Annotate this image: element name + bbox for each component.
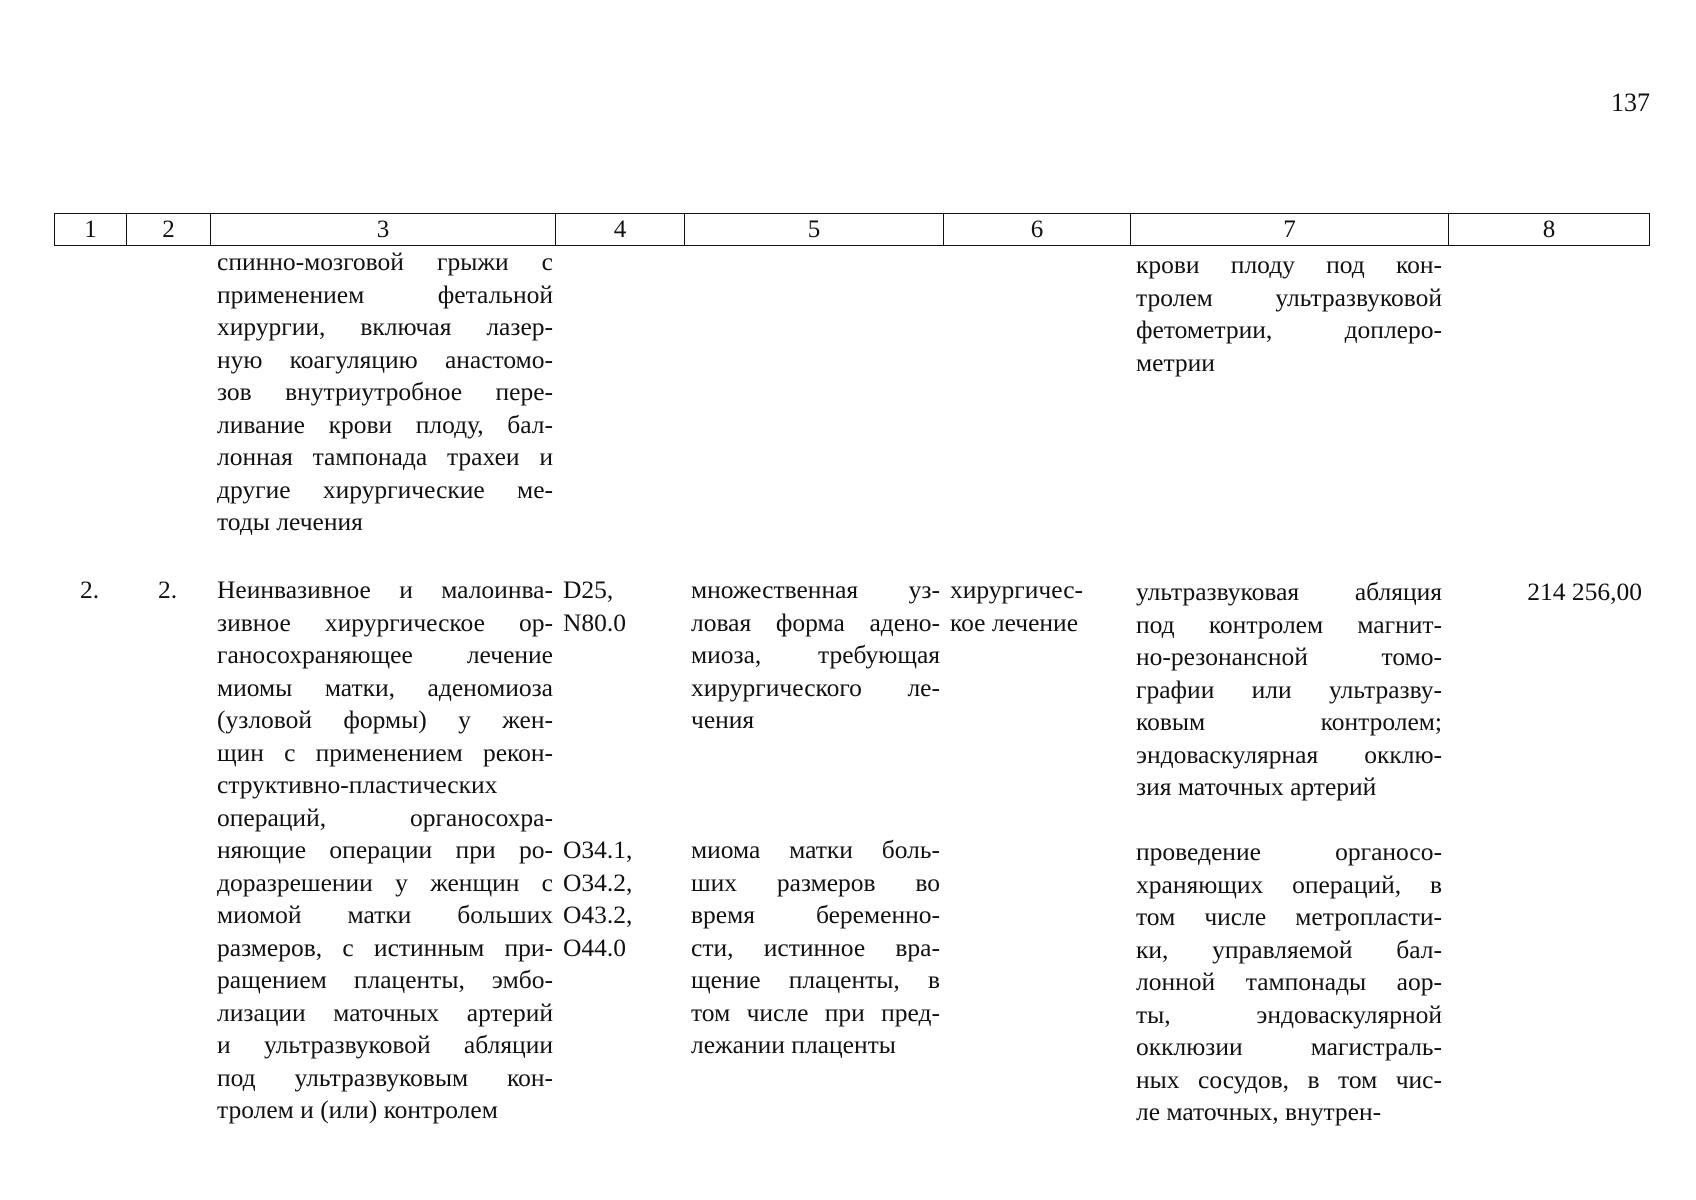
text-line: лонной тампонады аор- <box>1136 967 1442 996</box>
text-line: ты, эндоваскулярной <box>1136 999 1442 1029</box>
text-line: O34.1, <box>563 835 633 864</box>
text-line: том числе метропласти- <box>1136 902 1442 931</box>
text-line: ную коагуляцию анастомо- <box>217 344 553 374</box>
row2-col4-codes-a <box>563 574 626 639</box>
text-line: хирургичес- <box>950 575 1084 604</box>
text-line: миомой матки больших <box>217 900 553 929</box>
text-line: зов внутриутробное пере- <box>217 377 553 406</box>
header-cell-7: 7 <box>1131 214 1449 245</box>
row2-col4-codes-b <box>563 834 632 964</box>
table-header-row <box>54 213 1650 246</box>
header-cell-8: 8 <box>1542 216 1556 243</box>
text-line: щин с применением рекон- <box>217 737 553 767</box>
text-line: O44.0 <box>563 932 627 962</box>
header-cell-3: 3 <box>211 214 556 245</box>
row2-col7-text-b <box>1136 836 1442 1129</box>
text-line: зия маточных артерий <box>1136 772 1377 801</box>
header-cell-4: 4 <box>556 214 685 245</box>
text-line: лежании плаценты <box>691 1030 896 1059</box>
row2-col5-text-a <box>691 574 940 737</box>
text-line: структивно-пластических <box>217 770 498 799</box>
text-line: ле маточных, внутрен- <box>1136 1097 1382 1126</box>
text-line: лонная тампонада трахеи и <box>217 442 553 471</box>
text-line: окклюзии магистраль- <box>1136 1032 1442 1061</box>
text-line: доразрешении у женщин с <box>217 867 553 897</box>
text-line: хирургического ле- <box>691 672 940 702</box>
text-line: проведение органосо- <box>1136 837 1442 866</box>
text-line: ки, управляемой бал- <box>1136 934 1442 964</box>
text-line: ковым контролем; <box>1136 707 1442 736</box>
header-cell-6: 6 <box>944 214 1131 245</box>
text-line: размеров, с истинным при- <box>217 932 553 962</box>
text-line: миоза, требующая <box>691 640 940 669</box>
text-line: под контролем магнит- <box>1136 609 1442 639</box>
text-line: ганосохраняющее лечение <box>217 640 553 669</box>
text-line: O43.2, <box>563 900 633 929</box>
text-line: хирургии, включая лазер- <box>217 312 553 341</box>
page-number: 137 <box>1611 88 1650 117</box>
text-line: операций, органосохра- <box>217 802 553 832</box>
text-line: ных сосудов, в том чис- <box>1136 1064 1442 1094</box>
text-line: N80.0 <box>563 607 627 637</box>
text-line: зивное хирургическое ор- <box>217 607 553 637</box>
text-line: чения <box>691 705 755 734</box>
text-line: Неинвазивное и малоинва- <box>217 575 553 604</box>
row2-number-col1: 2. <box>80 575 100 604</box>
row2-col3-text <box>217 574 553 1127</box>
text-line: O34.2, <box>563 867 633 897</box>
text-line: ших размеров во <box>691 867 940 897</box>
text-line: няющие операции при ро- <box>217 835 553 864</box>
row2-number-col2: 2. <box>158 575 178 604</box>
text-line: время беременно- <box>691 900 940 929</box>
text-line: том числе при пред- <box>691 997 940 1027</box>
text-line: метрии <box>1136 347 1215 377</box>
text-line: спинно-мозговой грыжи с <box>217 247 553 276</box>
text-line: миома матки боль- <box>691 835 940 864</box>
block1-col7-text <box>1136 249 1442 379</box>
text-line: применением фетальной <box>217 279 553 309</box>
header-cell-1: 1 <box>55 214 127 245</box>
block1-col3-text <box>217 246 553 539</box>
row2-col7-text-a <box>1136 576 1442 804</box>
text-line: крови плоду под кон- <box>1136 250 1442 279</box>
text-line: и ультразвуковой абляции <box>217 1030 553 1059</box>
text-line: ультразвуковая абляция <box>1136 577 1442 606</box>
text-line: фетометрии, доплеро- <box>1136 315 1442 344</box>
header-cell-2: 2 <box>127 214 211 245</box>
text-line: сти, истинное вра- <box>691 932 940 962</box>
text-line: ращением плаценты, эмбо- <box>217 965 553 994</box>
row2-price: 214 256,00 <box>1527 577 1642 606</box>
text-line: но-резонансной томо- <box>1136 642 1442 671</box>
text-line: графии или ультразву- <box>1136 674 1442 704</box>
row2-col6-text <box>950 574 1083 639</box>
text-line: миомы матки, аденомиоза <box>217 672 553 702</box>
header-cell-5: 5 <box>685 214 944 245</box>
text-line: множественная уз- <box>691 575 940 604</box>
text-line: кое лечение <box>950 607 1079 637</box>
text-line: ловая форма адено- <box>691 607 940 637</box>
text-line: ливание крови плоду, бал- <box>217 409 553 439</box>
text-line: эндоваскулярная окклю- <box>1136 739 1442 769</box>
text-line: другие хирургические ме- <box>217 474 553 504</box>
text-line: храняющих операций, в <box>1136 869 1442 899</box>
row2-col5-text-b <box>691 834 940 1062</box>
text-line: тролем ультразвуковой <box>1136 282 1442 312</box>
text-line: щение плаценты, в <box>691 965 940 994</box>
text-line: (узловой формы) у жен- <box>217 705 553 734</box>
text-line: тоды лечения <box>217 507 363 536</box>
text-line: D25, <box>563 575 614 604</box>
text-line: под ультразвуковым кон- <box>217 1062 553 1092</box>
text-line: тролем и (или) контролем <box>217 1095 498 1124</box>
text-line: лизации маточных артерий <box>217 997 553 1027</box>
